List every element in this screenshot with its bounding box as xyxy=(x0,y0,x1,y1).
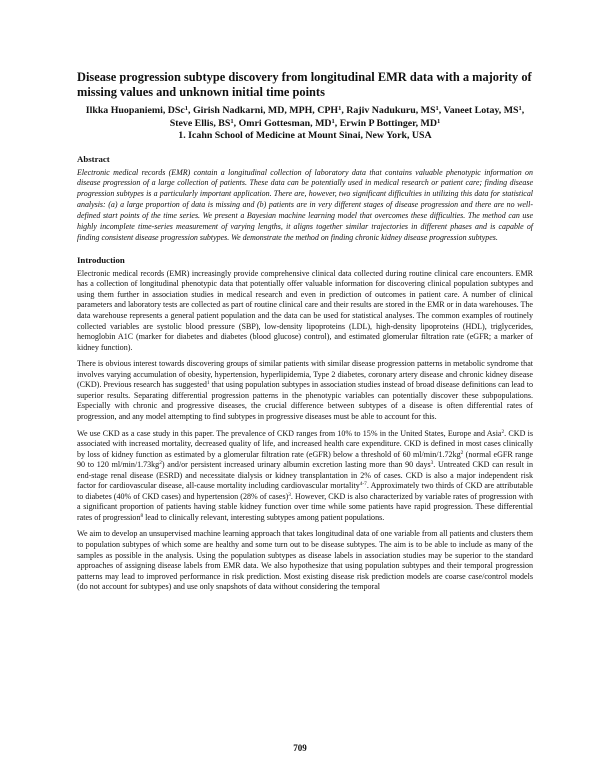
author-list xyxy=(77,105,533,143)
paragraph-text: . However, CKD is also characterized by variable rates of progression with a significant proportion of patients having stable kidney function over time while some patients have rapid progression. These differential rates of progression xyxy=(77,491,533,522)
citation-marker: 8 xyxy=(140,512,144,519)
abstract-text: Electronic medical records (EMR) contain a longitudinal collection of laboratory data that contains valuable phenotypic information on disease progression of a large collection of patients. These data can be potentially used in medical research or patient care; finding disease progression subtypes is a particularly important application. There are, however, two significant difficulties in utilizing this data for statistical analysis: (a) a large proportion of data is missing and (b) patients are in very different stages of disease progression and there are no well-defined start points of the time series. We present a Bayesian machine learning model that overcomes these difficulties. The method can use highly incomplete time-series measurement of varying lengths, it aligns together similar trajectories in different phases and is capable of finding consistent disease progression subtypes. We demonstrate the method on finding chronic kidney disease progression subtypes. xyxy=(77,167,533,242)
paragraph-text: There is obvious interest towards discovering groups of similar patients with similar disease progression patterns in metabolic syndrome that involves varying accumulation of obesity, hypertension, hyperlipidemia, Type 2 diabetes, coronary artery disease and chronic kidney disease (CKD). Previous research has suggested xyxy=(77,359,533,390)
author-name: Rajiv Nadukuru, MS xyxy=(346,105,436,116)
author-separator: , xyxy=(438,105,444,116)
author-separator: , xyxy=(233,117,239,129)
author-name: Erwin P Bottinger, MD xyxy=(339,117,438,129)
introduction-body xyxy=(77,269,533,593)
citation-marker: 2 xyxy=(460,449,464,456)
body-paragraph xyxy=(77,429,533,524)
paper-page xyxy=(77,70,533,599)
author-name: Vaneet Lotay, MS xyxy=(443,105,519,116)
paragraph-text: (normal eGFR range 90 to 120 ml/min/1.73kg xyxy=(77,449,533,470)
author-separator: , xyxy=(334,117,340,129)
affiliation-marker: 1 xyxy=(437,117,441,125)
page-number: 709 xyxy=(293,743,307,753)
paragraph-text: . Untreated CKD can result in end-stage renal disease (ESRD) and necessitate dialysis or kidney transplantation in 2% of cases. CKD is also a major independent risk factor for cardiovascular disease, all-cause mortality including cardiovascular mortality xyxy=(77,460,533,491)
introduction-heading: Introduction xyxy=(77,254,125,265)
citation-marker: 2 xyxy=(501,428,505,435)
author-separator: , xyxy=(341,105,347,116)
citation-marker: 2 xyxy=(159,460,162,467)
citation-marker: 4-7 xyxy=(359,481,367,488)
affiliation-marker: 1 xyxy=(518,105,522,112)
body-paragraph xyxy=(77,359,533,422)
citation-marker: 3 xyxy=(288,491,291,498)
body-paragraph xyxy=(77,269,533,353)
abstract-heading: Abstract xyxy=(77,153,110,164)
author-separator: , xyxy=(521,105,525,116)
affiliation-marker: 1 xyxy=(230,117,234,125)
affiliation-marker: 1 xyxy=(338,105,342,112)
affiliation: 1. Icahn School of Medicine at Mount Sinai, New York, USA xyxy=(178,130,432,141)
paragraph-text: . Approximately two thirds of CKD are attributable to diabetes (40% of CKD cases) and hypertension (28% of cases) xyxy=(77,481,533,501)
paragraph-text: Electronic medical records (EMR) increasingly provide comprehensive clinical data collected during routine clinical care encounters. EMR has a collection of longitudinal phenotypic data that potentially offer valuable information for discovering clinical population subtypes and using them further in association studies in medical research and even in prediction of outcomes in patient care. A number of clinical parameters and laboratory tests are collected as part of routine clinical care and their results are stored in the EMR or in data warehouses. The data warehouse represents a general patient population and the data can be used for statistical analyses. The common examples of routinely collected variables are systolic blood pressure (SBP), low-density lipoproteins (LDL), high-density lipoproteins (HDL), triglycerides, hemoglobin A1C (marker for diabetes and diabetes (blood glucose) control), and estimated glomerular filtration rate (eGFR; a marker of kidney function). xyxy=(77,268,533,352)
paragraph-text: that using population subtypes in association studies instead of broad disease definitions can lead to superior results. Separating differential progression patterns in the phenotypic variables can potentially discover these subpopulations. Especially with chronic and progressive diseases, the crucial difference between subtypes of a disease is often differential rates of progression, and any model attempting to find subtypes in progressive diseases must be able to account for this. xyxy=(77,380,533,421)
paper-title: Disease progression subtype discovery from longitudinal EMR data with a majority of missing values and unknown initial time points xyxy=(77,70,532,99)
author-separator: , xyxy=(188,105,193,116)
author-names xyxy=(86,105,525,129)
paragraph-text: lead to clinically relevant, interesting subtypes among patient populations. xyxy=(143,512,385,522)
paragraph-text: We use CKD as a case study in this paper. The prevalence of CKD ranges from 10% to 15% in the United States, Europe and Asia xyxy=(77,428,502,438)
paragraph-text: We aim to develop an unsupervised machine learning approach that takes longitudinal data of one variable from all patients and clusters them to population subtypes of which some are healthy and some turn out to be disease subtypes. The aim is to be able to include as many of the samples as possible in the analysis. Using the population subtypes as disease labels in association studies may be superior to the standard approaches of assigning disease labels from EMR data. We also hypothesize that using population subtypes and their temporal progression patterns may lead to improved performance in risk prediction. Most existing disease risk prediction models are coarse case/control models (do not account for subtypes) and use only snapshots of data without considering the temporal xyxy=(77,529,533,592)
paragraph-text: ) and/or persistent increased urinary albumin excretion lasting more than 90 days xyxy=(161,460,431,470)
author-name: Girish Nadkarni, MD, MPH, CPH xyxy=(192,105,339,116)
author-name: Omri Gottesman, MD xyxy=(238,117,332,129)
paragraph-text: . CKD is associated with increased mortality, decreased quality of life, and increased health care expenditure. CKD is defined in most cases clinically by loss of kidney function as estimated by a glomerular filtration rate (eGFR) below a threshold of 60 ml/min/1.72kg xyxy=(77,428,533,459)
author-name: Ilkka Huopaniemi, DSc xyxy=(85,105,185,116)
author-name: Steve Ellis, BS xyxy=(169,117,231,129)
affiliation-marker: 1 xyxy=(331,117,335,125)
affiliation-marker: 1 xyxy=(184,105,189,112)
citation-marker: 1 xyxy=(206,380,210,387)
affiliation-marker: 1 xyxy=(435,105,439,112)
citation-marker: 3 xyxy=(430,460,434,467)
body-paragraph xyxy=(77,529,533,592)
